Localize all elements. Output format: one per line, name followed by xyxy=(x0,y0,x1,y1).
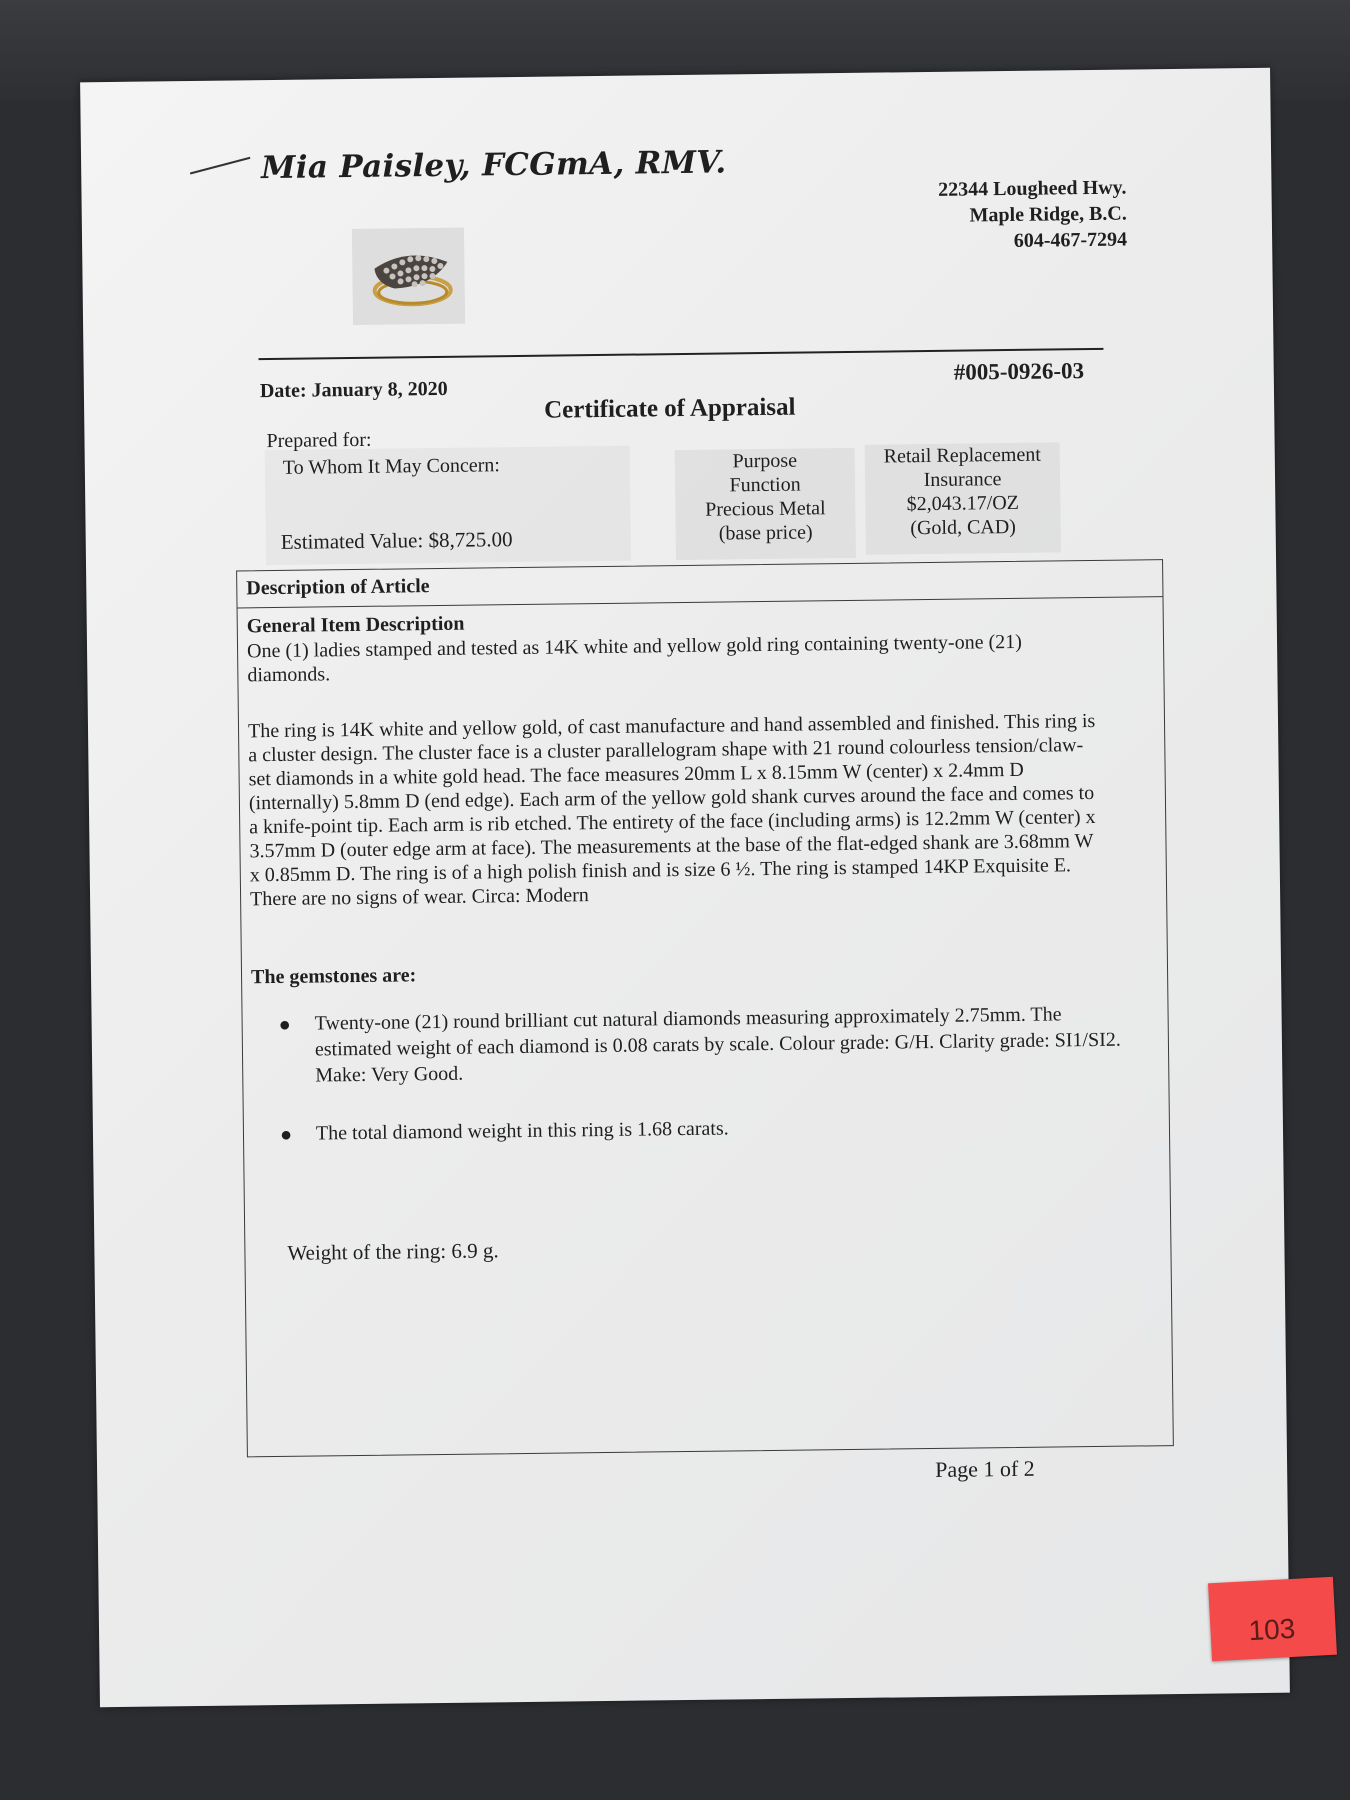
gemstone-item: Twenty-one (21) round brilliant cut natural diamonds measuring approximately 2.75mm. The estimated weight of each diamond is 0.08 carats by scale. Colour grade: G/H. Clarity grade: SI1/SI2. Make: Very Good. xyxy=(314,1003,1121,1087)
bullet-icon: ● xyxy=(278,1013,291,1036)
ring-details-text: The ring is 14K white and yellow gold, of cast manufacture and hand assembled and finished. This ring is a cluster design. The cluster face is a cluster parallelogram shape with 21 round colourless tension/claw-set diamonds in a white gold head. The face measures 20mm L x 8.15mm W (center) x 2.4mm D (internally) 5.8mm D (end edge). Each arm of the yellow gold shank curves around the face and comes to a knife-point tip. Each arm is rib etched. The entirety of the face (including arms) is 12.2mm W (center) x 3.57mm D (outer edge arm at face). The measurements at the base of the flat-edged shank are 3.68mm W x 0.85mm D. The ring is of a high polish finish and is size 6 ½. The ring is stamped 14KP Exquisite E. There are no signs of wear. Circa: Modern xyxy=(247,709,1096,911)
address-line-1: 22344 Lougheed Hwy. xyxy=(938,176,1127,201)
ring-weight: Weight of the ring: 6.9 g. xyxy=(287,1238,499,1265)
certificate-title: Certificate of Appraisal xyxy=(543,393,796,424)
metal-price-value: $2,043.17/OZ xyxy=(906,491,1020,516)
base-price-label: (base price) xyxy=(718,521,813,545)
general-description-title: General Item Description xyxy=(246,612,465,638)
function-label: Function xyxy=(729,473,801,497)
appraisal-document xyxy=(80,68,1290,1707)
summary-labels xyxy=(675,448,856,546)
certificate-date: Date: January 8, 2020 xyxy=(259,377,448,403)
appraiser-name: Mia Paisley, FCGmA, RMV. xyxy=(260,144,727,187)
gemstone-item: The total diamond weight in this ring is 1.68 carats. xyxy=(315,1117,729,1145)
sticker-number: 103 xyxy=(1247,1612,1297,1647)
purpose-value: Retail Replacement xyxy=(883,443,1041,468)
pen-stroke-icon xyxy=(190,157,250,175)
metal-price-note: (Gold, CAD) xyxy=(910,515,1017,540)
description-box xyxy=(236,559,1174,1457)
phone-number: 604-467-7294 xyxy=(1013,228,1128,252)
description-heading: Description of Article xyxy=(246,575,430,600)
exhibit-sticker xyxy=(1208,1577,1337,1661)
ring-icon xyxy=(352,228,465,325)
prepared-for-value: To Whom It May Concern: xyxy=(282,454,501,479)
purpose-label: Purpose xyxy=(732,449,798,473)
general-description-text: One (1) ladies stamped and tested as 14K white and yellow gold ring containing twenty-one (21) diamonds. xyxy=(246,630,1022,687)
business-address xyxy=(938,175,1127,255)
description-header xyxy=(237,560,1162,608)
ring-photo xyxy=(352,228,465,325)
summary-values xyxy=(855,442,1071,541)
header-divider xyxy=(259,348,1104,360)
address-line-2: Maple Ridge, B.C. xyxy=(969,202,1127,227)
gemstones-title: The gemstones are: xyxy=(250,964,417,989)
function-value: Insurance xyxy=(923,468,1002,492)
estimated-value: Estimated Value: $8,725.00 xyxy=(280,527,513,554)
prepared-for-label: Prepared for: xyxy=(266,428,372,453)
precious-metal-label: Precious Metal xyxy=(704,497,826,521)
page-number: Page 1 of 2 xyxy=(934,1455,1035,1482)
bullet-icon: ● xyxy=(279,1123,293,1146)
certificate-number: #005-0926-03 xyxy=(953,358,1085,385)
